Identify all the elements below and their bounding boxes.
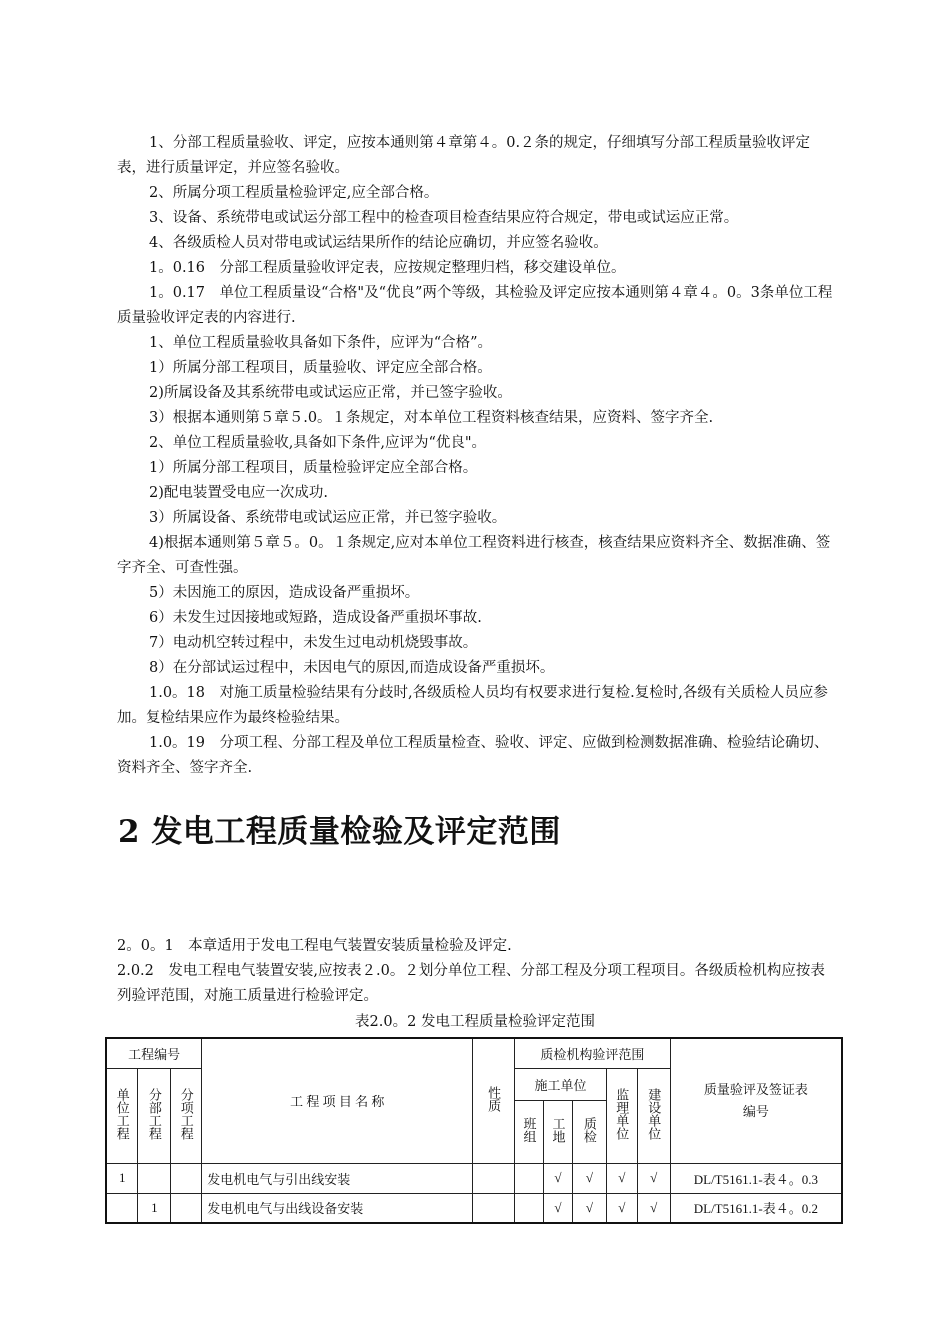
cell-nature	[473, 1163, 515, 1193]
paragraph: 3、设备、系统带电或试运分部工程中的检查项目检查结果应符合规定，带电或试运应正常。	[149, 210, 739, 226]
header-sub-text: 分部工程	[146, 1087, 162, 1140]
header-team-text: 班组	[521, 1116, 537, 1143]
paragraph: 6）未发生过因接地或短路，造成设备严重损坏事故.	[149, 610, 482, 626]
paragraph: 3）所属设备、系统带电或试运应正常，并已签字验收。	[149, 510, 507, 526]
chapter-heading: 2 发电工程质量检验及评定范围	[118, 814, 561, 850]
paragraph: 2。0。1 本章适用于发电工程电气装置安装质量检验及评定.	[117, 938, 512, 954]
header-unit	[106, 1068, 138, 1163]
paragraph: 2、单位工程质量验收,具备如下条件,应评为“优良"。	[149, 435, 487, 451]
header-sub	[138, 1068, 171, 1163]
paragraph: 1。0.16 分部工程质量验收评定表，应按规定整理归档，移交建设单位。	[149, 260, 626, 276]
header-qc-scope: 质检机构验评范围	[515, 1038, 671, 1068]
header-unit-text: 单位工程	[114, 1087, 130, 1140]
paragraph: 2、所属分项工程质量检验评定,应全部合格。	[149, 185, 439, 201]
cell-supervision: √	[606, 1193, 637, 1223]
header-team	[515, 1100, 544, 1163]
header-nature	[473, 1038, 515, 1163]
header-supervision-text: 监理单位	[614, 1087, 630, 1140]
header-owner-text: 建设单位	[646, 1087, 662, 1140]
cell-owner: √	[637, 1193, 670, 1223]
paragraph: 3）根据本通则第５章５.0。１条规定，对本单位工程资料核查结果，应资料、签字齐全.	[149, 410, 714, 426]
header-item	[171, 1068, 202, 1163]
cell-team	[515, 1193, 544, 1223]
header-item-text: 分项工程	[178, 1087, 194, 1140]
paragraph: 1.0。18 对施工质量检验结果有分歧时,各级质检人员均有权要求进行复检.复检时,各级有关质检人员应参加。复检结果应作为最终检验结果。	[117, 685, 828, 726]
header-owner	[637, 1068, 670, 1163]
header-qc-text: 质检	[581, 1116, 597, 1143]
cell-nature	[473, 1193, 515, 1223]
paragraph: 7）电动机空转过程中，未发生过电动机烧毁事故。	[149, 635, 478, 651]
cell-sub	[138, 1163, 171, 1193]
paragraph: 1.0。19 分项工程、分部工程及单位工程质量检查、验收、评定、应做到检测数据准确、检验结论确切、资料齐全、签字齐全.	[117, 735, 829, 776]
header-form-no	[670, 1038, 842, 1163]
paragraph: 4、各级质检人员对带电或试运结果所作的结论应确切，并应签名验收。	[149, 235, 608, 251]
paragraph: 4)根据本通则第５章５。0。１条规定,应对本单位工程资料进行核查，核查结果应资料齐全、数据准确、签字齐全、可查性强。	[117, 535, 831, 576]
header-form-no-text: 质量验评及签证表编号	[703, 1081, 808, 1119]
header-construction-unit: 施工单位	[515, 1068, 607, 1100]
cell-team	[515, 1163, 544, 1193]
header-nature-text: 性质	[486, 1085, 502, 1112]
paragraph: 2.0.2 发电工程电气装置安装,应按表２.0。２划分单位工程、分部工程及分项工程项目。各级质检机构应按表列验评范围，对施工质量进行检验评定。	[117, 963, 825, 1004]
table-row	[106, 1163, 842, 1193]
paragraph: 8）在分部试运过程中，未因电气的原因,而造成设备严重损坏。	[149, 660, 555, 676]
table-caption: 表2.0。2 发电工程质量检验评定范围	[355, 1014, 595, 1030]
cell-unit	[106, 1193, 138, 1223]
paragraph: 1、单位工程质量验收具备如下条件，应评为“合格”。	[149, 335, 493, 351]
paragraph: 2)配电装置受电应一次成功.	[149, 485, 328, 501]
paragraph: 1、分部工程质量验收、评定，应按本通则第４章第４。0.２条的规定，仔细填写分部工程质量验收评定表，进行质量评定，并应签名验收。	[117, 135, 811, 176]
paragraph: 1）所属分部工程项目，质量检验评定应全部合格。	[149, 460, 478, 476]
header-project-no: 工程编号	[106, 1038, 202, 1068]
cell-sub: 1	[138, 1193, 171, 1223]
paragraph: 2)所属设备及其系统带电或试运应正常，并已签字验收。	[149, 385, 512, 401]
header-supervision	[606, 1068, 637, 1163]
cell-owner: √	[637, 1163, 670, 1193]
header-qc	[572, 1100, 606, 1163]
header-project-name: 工 程 项 目 名 称	[202, 1038, 473, 1163]
cell-name: 发电机电气与出线设备安装	[202, 1193, 473, 1223]
cell-qc: √	[572, 1163, 606, 1193]
paragraph: 5）未因施工的原因，造成设备严重损坏。	[149, 585, 420, 601]
cell-item	[171, 1193, 202, 1223]
cell-qc: √	[572, 1193, 606, 1223]
cell-form: DL/T5161.1-表４。0.3	[670, 1163, 842, 1193]
section-2-body	[117, 934, 837, 1009]
quality-range-table	[105, 1037, 843, 1224]
cell-name: 发电机电气与引出线安装	[202, 1163, 473, 1193]
cell-site: √	[543, 1193, 572, 1223]
cell-site: √	[543, 1163, 572, 1193]
section-1-body	[117, 131, 837, 781]
cell-item	[171, 1163, 202, 1193]
cell-form: DL/T5161.1-表４。0.2	[670, 1193, 842, 1223]
paragraph: 1）所属分部工程项目，质量验收、评定应全部合格。	[149, 360, 492, 376]
table-row	[106, 1193, 842, 1223]
cell-unit: 1	[106, 1163, 138, 1193]
header-site	[543, 1100, 572, 1163]
header-site-text: 工地	[550, 1116, 566, 1143]
paragraph: 1。0.17 单位工程质量设“合格"及“优良”两个等级，其检验及评定应按本通则第４章４。0。3条单位工程质量验收评定表的内容进行.	[117, 285, 833, 326]
cell-supervision: √	[606, 1163, 637, 1193]
